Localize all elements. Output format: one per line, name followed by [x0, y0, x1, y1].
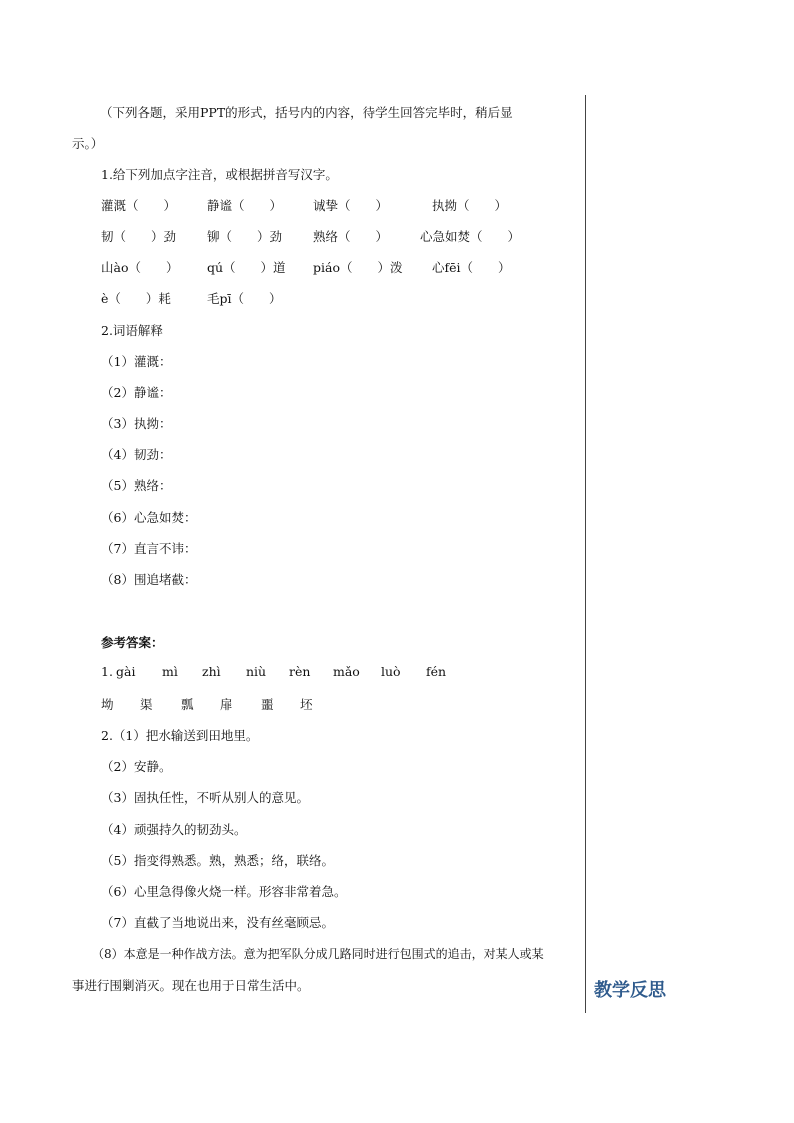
q2-item: （7）直言不讳：	[101, 541, 197, 556]
intro-line-2: 示。）	[72, 136, 104, 151]
q2-item: （4）韧劲：	[101, 447, 172, 462]
answer-line: （4）顽强持久的韧劲头。	[101, 822, 247, 837]
answer-pinyin: mǎo	[333, 664, 360, 679]
answer-char: 瓢	[181, 697, 194, 712]
column-divider	[585, 95, 586, 1013]
answers-pinyin-prefix: 1.	[101, 664, 113, 679]
q1-cell: 心fēi（ ）	[432, 260, 511, 275]
q2-item: （3）执拗：	[101, 416, 172, 431]
q1-cell: 韧（ ）劲	[101, 229, 177, 244]
intro-line-1: （下列各题，采用PPT的形式，括号内的内容，待学生回答完毕时，稍后显	[100, 105, 513, 120]
answer-char: 坯	[300, 697, 313, 712]
q2-item: （1）灌溉：	[101, 354, 172, 369]
q1-cell: 心急如焚（ ）	[420, 229, 521, 244]
answer-char: 噩	[261, 697, 274, 712]
answer-line: （6）心里急得像火烧一样。形容非常着急。	[101, 884, 347, 899]
answer-char: 扉	[220, 697, 233, 712]
answer-line: （3）固执任性，不听从别人的意见。	[101, 790, 309, 805]
answer-char: 坳	[101, 697, 114, 712]
answer-line: 2.（1）把水输送到田地里。	[101, 728, 259, 743]
q2-item: （2）静谧：	[101, 385, 172, 400]
q2-item: （5）熟络：	[101, 478, 172, 493]
answer-pinyin: mì	[162, 664, 178, 679]
answer-pinyin: gài	[116, 664, 136, 679]
q1-cell: piáo（ ）泼	[313, 260, 403, 275]
q1-cell: 熟络（ ）	[313, 229, 389, 244]
answer-line: （7）直截了当地说出来，没有丝毫顾忌。	[101, 915, 334, 930]
answers-heading: 参考答案：	[101, 635, 164, 650]
answer-pinyin: rèn	[289, 664, 311, 679]
answer-line: （5）指变得熟悉。熟，熟悉；络，联络。	[101, 853, 334, 868]
answer-line: （2）安静。	[101, 759, 172, 774]
q1-cell: 诚挚（ ）	[313, 198, 389, 213]
q2-title: 2.词语解释	[101, 323, 163, 338]
answer-pinyin: niù	[246, 664, 267, 679]
q2-item: （6）心急如焚：	[101, 510, 197, 525]
q1-cell: qú（ ）道	[207, 260, 286, 275]
q1-cell: 执拗（ ）	[432, 198, 508, 213]
q1-cell: 山ào（ ）	[101, 260, 179, 275]
answer-last-line-1: （8）本意是一种作战方法。意为把军队分成几路同时进行包围式的追击，对某人或某	[92, 947, 544, 961]
q1-cell: 毛pī（ ）	[207, 291, 282, 306]
answer-pinyin: fén	[426, 664, 447, 679]
reflection-heading: 教学反思	[594, 980, 666, 1001]
q1-cell: 静谧（ ）	[207, 198, 283, 213]
q1-cell: è（ ）耗	[101, 291, 171, 306]
answer-last-line-2: 事进行围剿消灭。现在也用于日常生活中。	[72, 978, 310, 993]
q1-title: 1.给下列加点字注音，或根据拼音写汉字。	[101, 167, 338, 182]
q2-item: （8）围追堵截：	[101, 572, 197, 587]
answer-pinyin: zhì	[202, 664, 221, 679]
q1-cell: 铆（ ）劲	[207, 229, 283, 244]
answer-char: 渠	[140, 697, 153, 712]
answer-pinyin: luò	[381, 664, 401, 679]
q1-cell: 灌溉（ ）	[101, 198, 177, 213]
